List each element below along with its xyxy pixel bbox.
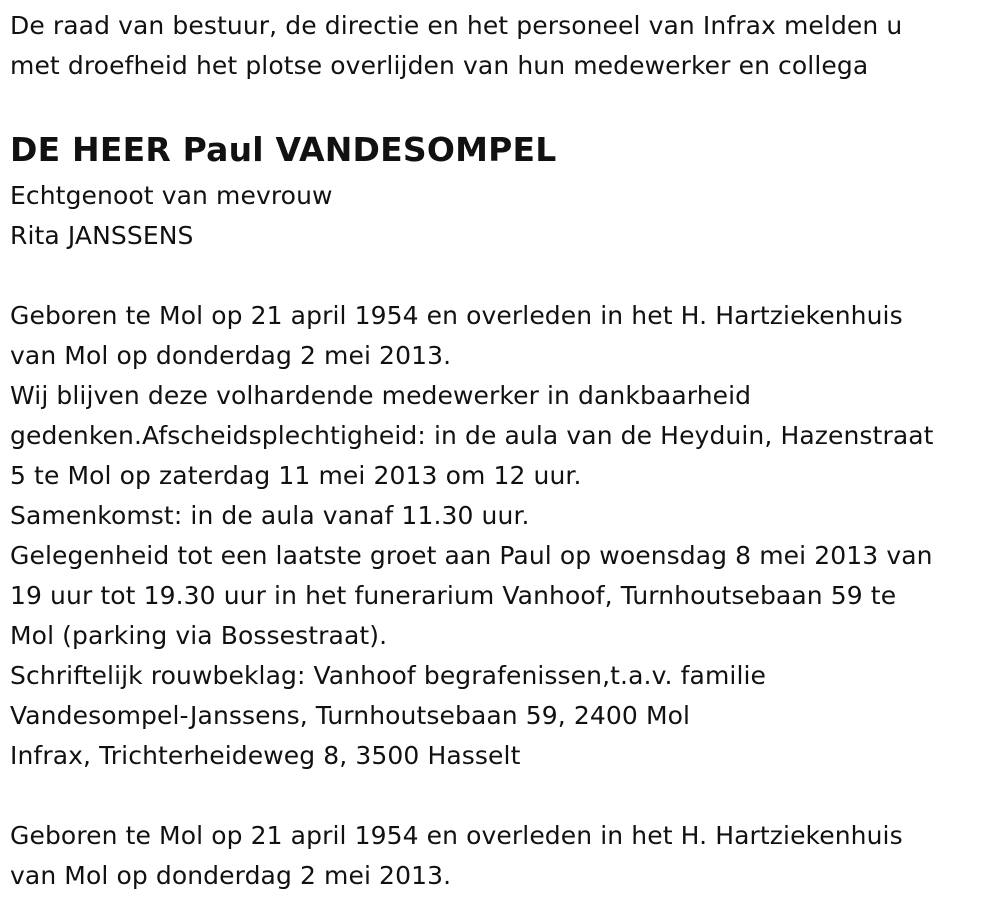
body-line: Gelegenheid tot een laatste groet aan Paul op woensdag 8 mei 2013 van — [10, 541, 933, 570]
spouse-line: Rita JANSSENS — [10, 221, 194, 250]
body-line: Infrax, Trichterheideweg 8, 3500 Hasselt — [10, 741, 521, 770]
body-line: Wij blijven deze volhardende medewerker in dankbaarheid — [10, 381, 752, 410]
spacer — [10, 256, 995, 296]
body-line: Geboren te Mol op 21 april 1954 en overleden in het H. Hartziekenhuis — [10, 301, 903, 330]
closing-line: Geboren te Mol op 21 april 1954 en overleden in het H. Hartziekenhuis — [10, 821, 903, 850]
closing-line: van Mol op donderdag 2 mei 2013. — [10, 861, 452, 890]
body-paragraph — [10, 296, 995, 776]
intro-paragraph — [10, 6, 995, 86]
body-line: Vandesompel-Janssens, Turnhoutsebaan 59, 2400 Mol — [10, 701, 691, 730]
spouse-line: Echtgenoot van mevrouw — [10, 181, 333, 210]
intro-line: De raad van bestuur, de directie en het personeel van Infrax melden u — [10, 11, 903, 40]
body-line: gedenken.Afscheidsplechtigheid: in de aula van de Heyduin, Hazenstraat — [10, 421, 934, 450]
closing-paragraph — [10, 816, 995, 896]
body-line: van Mol op donderdag 2 mei 2013. — [10, 341, 452, 370]
spouse-info — [10, 176, 995, 256]
intro-line: met droefheid het plotse overlijden van hun medewerker en collega — [10, 51, 869, 80]
body-line: Mol (parking via Bossestraat). — [10, 621, 388, 650]
body-line: 5 te Mol op zaterdag 11 mei 2013 om 12 uur. — [10, 461, 582, 490]
body-line: 19 uur tot 19.30 uur in het funerarium Vanhoof, Turnhoutsebaan 59 te — [10, 581, 897, 610]
body-line: Schriftelijk rouwbeklag: Vanhoof begrafenissen,t.a.v. familie — [10, 661, 767, 690]
body-line: Samenkomst: in de aula vanaf 11.30 uur. — [10, 501, 530, 530]
spacer — [10, 776, 995, 816]
deceased-name: DE HEER Paul VANDESOMPEL — [10, 130, 557, 169]
obituary-notice — [10, 6, 995, 896]
